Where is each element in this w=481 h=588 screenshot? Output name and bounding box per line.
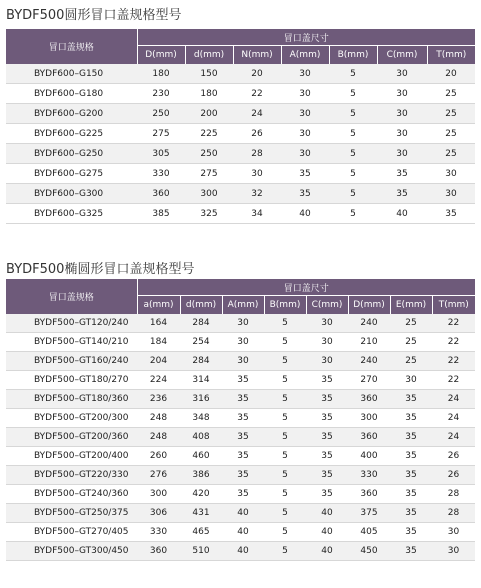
table-row bbox=[6, 485, 475, 504]
model-cell: BYDF500–GT120/240 bbox=[6, 314, 137, 333]
value-cell: 408 bbox=[180, 428, 222, 447]
value-cell: 25 bbox=[390, 314, 432, 333]
value-cell: 40 bbox=[222, 523, 264, 542]
model-cell: BYDF500–GT160/240 bbox=[6, 352, 137, 371]
value-cell: 30 bbox=[281, 144, 329, 164]
value-cell: 30 bbox=[281, 104, 329, 124]
model-cell: BYDF500–GT220/330 bbox=[6, 466, 137, 485]
column-header: T(mm) bbox=[432, 296, 475, 315]
value-cell: 30 bbox=[281, 84, 329, 104]
value-cell: 30 bbox=[432, 523, 475, 542]
model-cell: BYDF600–G150 bbox=[6, 64, 137, 84]
value-cell: 35 bbox=[281, 164, 329, 184]
table-row bbox=[6, 104, 475, 124]
value-cell: 275 bbox=[137, 124, 185, 144]
model-cell: BYDF500–GT200/300 bbox=[6, 409, 137, 428]
value-cell: 32 bbox=[233, 184, 281, 204]
column-header: A(mm) bbox=[281, 46, 329, 65]
value-cell: 5 bbox=[329, 64, 377, 84]
value-cell: 35 bbox=[222, 466, 264, 485]
column-header: C(mm) bbox=[306, 296, 348, 315]
value-cell: 35 bbox=[377, 184, 427, 204]
value-cell: 24 bbox=[432, 390, 475, 409]
value-cell: 35 bbox=[222, 409, 264, 428]
column-header: A(mm) bbox=[222, 296, 264, 315]
model-cell: BYDF600–G200 bbox=[6, 104, 137, 124]
model-cell: BYDF500–GT200/400 bbox=[6, 447, 137, 466]
value-cell: 180 bbox=[185, 84, 233, 104]
value-cell: 30 bbox=[306, 314, 348, 333]
value-cell: 250 bbox=[185, 144, 233, 164]
value-cell: 35 bbox=[306, 485, 348, 504]
value-cell: 22 bbox=[432, 352, 475, 371]
table-row bbox=[6, 64, 475, 84]
model-cell: BYDF500–GT240/360 bbox=[6, 485, 137, 504]
model-cell: BYDF500–GT250/375 bbox=[6, 504, 137, 523]
column-header: N(mm) bbox=[233, 46, 281, 65]
value-cell: 330 bbox=[348, 466, 390, 485]
oval-riser-cover-spec-table bbox=[6, 279, 475, 561]
model-cell: BYDF600–G225 bbox=[6, 124, 137, 144]
column-header: d(mm) bbox=[180, 296, 222, 315]
value-cell: 5 bbox=[329, 204, 377, 224]
value-cell: 35 bbox=[222, 428, 264, 447]
value-cell: 35 bbox=[222, 371, 264, 390]
value-cell: 276 bbox=[137, 466, 180, 485]
value-cell: 30 bbox=[281, 64, 329, 84]
table-row bbox=[6, 447, 475, 466]
value-cell: 34 bbox=[233, 204, 281, 224]
value-cell: 230 bbox=[137, 84, 185, 104]
model-cell: BYDF500–GT200/360 bbox=[6, 428, 137, 447]
value-cell: 260 bbox=[137, 447, 180, 466]
value-cell: 210 bbox=[348, 333, 390, 352]
value-cell: 35 bbox=[222, 390, 264, 409]
value-cell: 306 bbox=[137, 504, 180, 523]
value-cell: 22 bbox=[233, 84, 281, 104]
round-riser-cover-spec-table bbox=[6, 29, 475, 224]
value-cell: 25 bbox=[390, 333, 432, 352]
size-group-header: 冒口盖尺寸 bbox=[137, 29, 475, 46]
value-cell: 5 bbox=[264, 333, 306, 352]
table-row bbox=[6, 144, 475, 164]
value-cell: 200 bbox=[185, 104, 233, 124]
value-cell: 164 bbox=[137, 314, 180, 333]
value-cell: 248 bbox=[137, 428, 180, 447]
value-cell: 30 bbox=[222, 352, 264, 371]
value-cell: 22 bbox=[432, 333, 475, 352]
model-cell: BYDF600–G325 bbox=[6, 204, 137, 224]
value-cell: 240 bbox=[348, 314, 390, 333]
value-cell: 460 bbox=[180, 447, 222, 466]
size-group-header: 冒口盖尺寸 bbox=[137, 279, 475, 296]
model-cell: BYDF500–GT300/450 bbox=[6, 542, 137, 561]
model-cell: BYDF500–GT180/360 bbox=[6, 390, 137, 409]
table-row bbox=[6, 204, 475, 224]
value-cell: 5 bbox=[264, 371, 306, 390]
value-cell: 30 bbox=[377, 144, 427, 164]
model-column-header: 冒口盖规格 bbox=[6, 29, 137, 64]
value-cell: 5 bbox=[329, 144, 377, 164]
value-cell: 24 bbox=[432, 409, 475, 428]
value-cell: 30 bbox=[377, 124, 427, 144]
value-cell: 30 bbox=[377, 104, 427, 124]
table1-title: BYDF500圆形冒口盖规格型号 bbox=[6, 8, 182, 23]
column-header: B(mm) bbox=[329, 46, 377, 65]
value-cell: 400 bbox=[348, 447, 390, 466]
value-cell: 28 bbox=[233, 144, 281, 164]
value-cell: 30 bbox=[427, 164, 475, 184]
value-cell: 184 bbox=[137, 333, 180, 352]
value-cell: 28 bbox=[432, 504, 475, 523]
table-row bbox=[6, 124, 475, 144]
model-cell: BYDF500–GT140/210 bbox=[6, 333, 137, 352]
value-cell: 30 bbox=[222, 333, 264, 352]
table-row bbox=[6, 84, 475, 104]
value-cell: 22 bbox=[432, 371, 475, 390]
value-cell: 5 bbox=[264, 504, 306, 523]
value-cell: 20 bbox=[427, 64, 475, 84]
value-cell: 180 bbox=[137, 64, 185, 84]
table-row bbox=[6, 523, 475, 542]
table-row bbox=[6, 371, 475, 390]
value-cell: 35 bbox=[390, 447, 432, 466]
value-cell: 405 bbox=[348, 523, 390, 542]
value-cell: 5 bbox=[329, 104, 377, 124]
value-cell: 284 bbox=[180, 314, 222, 333]
value-cell: 26 bbox=[432, 447, 475, 466]
value-cell: 360 bbox=[348, 485, 390, 504]
value-cell: 35 bbox=[306, 428, 348, 447]
value-cell: 284 bbox=[180, 352, 222, 371]
model-cell: BYDF600–G250 bbox=[6, 144, 137, 164]
value-cell: 5 bbox=[329, 84, 377, 104]
value-cell: 35 bbox=[222, 485, 264, 504]
value-cell: 25 bbox=[427, 104, 475, 124]
value-cell: 30 bbox=[281, 124, 329, 144]
value-cell: 386 bbox=[180, 466, 222, 485]
value-cell: 40 bbox=[281, 204, 329, 224]
column-header: T(mm) bbox=[427, 46, 475, 65]
value-cell: 40 bbox=[306, 504, 348, 523]
value-cell: 465 bbox=[180, 523, 222, 542]
column-header: C(mm) bbox=[377, 46, 427, 65]
table-row bbox=[6, 390, 475, 409]
value-cell: 5 bbox=[264, 523, 306, 542]
value-cell: 431 bbox=[180, 504, 222, 523]
value-cell: 330 bbox=[137, 164, 185, 184]
value-cell: 35 bbox=[306, 447, 348, 466]
value-cell: 25 bbox=[427, 84, 475, 104]
value-cell: 35 bbox=[306, 371, 348, 390]
value-cell: 360 bbox=[348, 390, 390, 409]
value-cell: 5 bbox=[264, 409, 306, 428]
value-cell: 30 bbox=[306, 333, 348, 352]
column-header: B(mm) bbox=[264, 296, 306, 315]
value-cell: 35 bbox=[281, 184, 329, 204]
value-cell: 30 bbox=[377, 64, 427, 84]
value-cell: 24 bbox=[233, 104, 281, 124]
column-header: a(mm) bbox=[137, 296, 180, 315]
value-cell: 25 bbox=[427, 124, 475, 144]
value-cell: 26 bbox=[233, 124, 281, 144]
value-cell: 375 bbox=[348, 504, 390, 523]
value-cell: 30 bbox=[390, 371, 432, 390]
value-cell: 40 bbox=[377, 204, 427, 224]
table-row bbox=[6, 466, 475, 485]
table-row bbox=[6, 352, 475, 371]
value-cell: 5 bbox=[264, 352, 306, 371]
value-cell: 30 bbox=[306, 352, 348, 371]
value-cell: 35 bbox=[306, 409, 348, 428]
value-cell: 316 bbox=[180, 390, 222, 409]
model-column-header: 冒口盖规格 bbox=[6, 279, 137, 314]
value-cell: 24 bbox=[432, 428, 475, 447]
value-cell: 248 bbox=[137, 409, 180, 428]
value-cell: 5 bbox=[264, 466, 306, 485]
value-cell: 204 bbox=[137, 352, 180, 371]
value-cell: 348 bbox=[180, 409, 222, 428]
value-cell: 40 bbox=[222, 542, 264, 561]
value-cell: 30 bbox=[377, 84, 427, 104]
value-cell: 35 bbox=[390, 466, 432, 485]
value-cell: 35 bbox=[306, 466, 348, 485]
value-cell: 5 bbox=[329, 124, 377, 144]
value-cell: 35 bbox=[427, 204, 475, 224]
column-header: D(mm) bbox=[348, 296, 390, 315]
table-row bbox=[6, 333, 475, 352]
value-cell: 35 bbox=[222, 447, 264, 466]
value-cell: 5 bbox=[329, 164, 377, 184]
value-cell: 35 bbox=[390, 428, 432, 447]
value-cell: 40 bbox=[222, 504, 264, 523]
value-cell: 240 bbox=[348, 352, 390, 371]
value-cell: 30 bbox=[432, 542, 475, 561]
value-cell: 236 bbox=[137, 390, 180, 409]
value-cell: 5 bbox=[264, 447, 306, 466]
value-cell: 360 bbox=[137, 542, 180, 561]
value-cell: 22 bbox=[432, 314, 475, 333]
value-cell: 275 bbox=[185, 164, 233, 184]
value-cell: 35 bbox=[377, 164, 427, 184]
value-cell: 150 bbox=[185, 64, 233, 84]
value-cell: 360 bbox=[137, 184, 185, 204]
column-header: E(mm) bbox=[390, 296, 432, 315]
value-cell: 385 bbox=[137, 204, 185, 224]
value-cell: 224 bbox=[137, 371, 180, 390]
table-body bbox=[6, 64, 475, 224]
value-cell: 30 bbox=[233, 164, 281, 184]
model-cell: BYDF600–G300 bbox=[6, 184, 137, 204]
value-cell: 35 bbox=[390, 542, 432, 561]
value-cell: 5 bbox=[264, 390, 306, 409]
value-cell: 5 bbox=[264, 428, 306, 447]
value-cell: 225 bbox=[185, 124, 233, 144]
value-cell: 30 bbox=[222, 314, 264, 333]
value-cell: 35 bbox=[390, 409, 432, 428]
table-row bbox=[6, 164, 475, 184]
model-cell: BYDF600–G180 bbox=[6, 84, 137, 104]
table-row bbox=[6, 314, 475, 333]
value-cell: 5 bbox=[264, 314, 306, 333]
value-cell: 30 bbox=[427, 184, 475, 204]
value-cell: 40 bbox=[306, 523, 348, 542]
table-row bbox=[6, 542, 475, 561]
value-cell: 35 bbox=[390, 485, 432, 504]
column-header: D(mm) bbox=[137, 46, 185, 65]
model-cell: BYDF500–GT180/270 bbox=[6, 371, 137, 390]
value-cell: 270 bbox=[348, 371, 390, 390]
value-cell: 300 bbox=[348, 409, 390, 428]
value-cell: 35 bbox=[390, 504, 432, 523]
table2-title: BYDF500椭圆形冒口盖规格型号 bbox=[6, 262, 195, 277]
table-body bbox=[6, 314, 475, 561]
value-cell: 300 bbox=[185, 184, 233, 204]
value-cell: 420 bbox=[180, 485, 222, 504]
table-row bbox=[6, 504, 475, 523]
value-cell: 250 bbox=[137, 104, 185, 124]
column-header: d(mm) bbox=[185, 46, 233, 65]
value-cell: 330 bbox=[137, 523, 180, 542]
value-cell: 35 bbox=[306, 390, 348, 409]
value-cell: 360 bbox=[348, 428, 390, 447]
value-cell: 450 bbox=[348, 542, 390, 561]
value-cell: 305 bbox=[137, 144, 185, 164]
value-cell: 510 bbox=[180, 542, 222, 561]
value-cell: 5 bbox=[329, 184, 377, 204]
value-cell: 314 bbox=[180, 371, 222, 390]
value-cell: 26 bbox=[432, 466, 475, 485]
value-cell: 25 bbox=[427, 144, 475, 164]
table-row bbox=[6, 409, 475, 428]
value-cell: 20 bbox=[233, 64, 281, 84]
value-cell: 5 bbox=[264, 485, 306, 504]
table-row bbox=[6, 184, 475, 204]
value-cell: 28 bbox=[432, 485, 475, 504]
value-cell: 35 bbox=[390, 523, 432, 542]
value-cell: 300 bbox=[137, 485, 180, 504]
value-cell: 25 bbox=[390, 352, 432, 371]
value-cell: 5 bbox=[264, 542, 306, 561]
value-cell: 325 bbox=[185, 204, 233, 224]
model-cell: BYDF600–G275 bbox=[6, 164, 137, 184]
value-cell: 254 bbox=[180, 333, 222, 352]
value-cell: 35 bbox=[390, 390, 432, 409]
model-cell: BYDF500–GT270/405 bbox=[6, 523, 137, 542]
table-row bbox=[6, 428, 475, 447]
value-cell: 40 bbox=[306, 542, 348, 561]
